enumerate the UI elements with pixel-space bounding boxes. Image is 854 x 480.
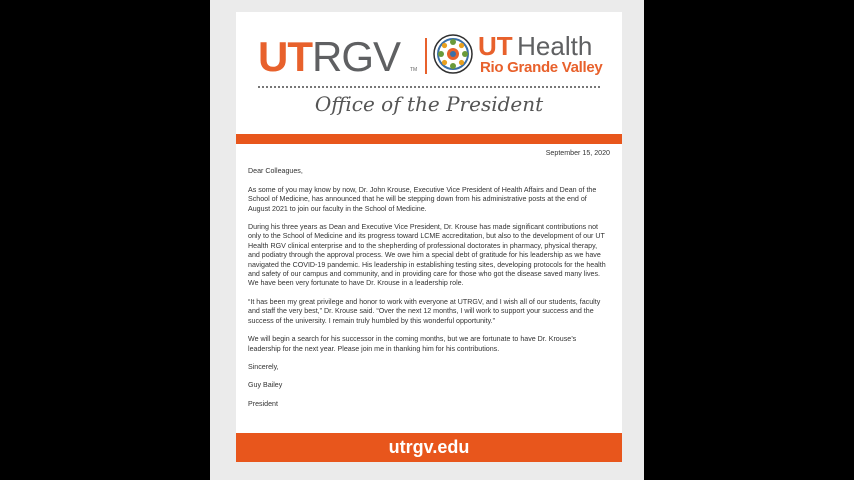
paragraph-2: During his three years as Dean and Executive Vice President, Dr. Krouse has made significant contributions not only to the School of Medicine and its progress toward LCME accreditation, but also to the development of our UT Health RGV clinical enterprise and to the shepherding of professional doctorates in pharmacy, physical therapy, and podiatry through the approval process. We owe him a special debt of gratitude for his leadership as we have navigated the COVID-19 pandemic. His leadership in establishing testing sites, developing protocols for the health and safety of our campus and community, and in providing care for those who got the disease saved many lives. We have been very fortunate to have Dr. Krouse in a leadership role. — [248, 223, 606, 288]
ut-health-logo: UT Health — [478, 31, 593, 61]
letterhead — [236, 12, 622, 132]
letter-date: September 15, 2020 — [545, 149, 610, 157]
header-bar — [236, 134, 622, 144]
office-title: Office of the President — [314, 92, 544, 116]
signer-title: President — [248, 399, 278, 408]
utrgv-logo: UTRGV — [258, 33, 401, 80]
paragraph-3: “It has been my great privilege and honor to work with everyone at UTRGV, and I wish all of our students, faculty and staff the very best,” Dr. Krouse said. “Over the next 12 months, I will work to support your success and the success of the university. I remain truly humbled by this wonderful opportunity.” — [248, 297, 601, 325]
salutation: Dear Colleagues, — [248, 167, 303, 176]
ut-health-region: Rio Grande Valley — [480, 59, 603, 76]
ut-health-seal-icon — [433, 34, 473, 74]
paragraph-4: We will begin a search for his successor in the coming months, but we are fortunate to have Dr. Krouse’s leadership for the next year. Please join me in thanking him for his contributions. — [248, 335, 577, 353]
website-link[interactable]: utrgv.edu — [388, 437, 470, 457]
footer-bar — [236, 433, 622, 462]
signer-name: Guy Bailey — [248, 381, 283, 390]
dotted-divider — [258, 86, 600, 88]
closing: Sincerely, — [248, 362, 279, 371]
letter-body — [248, 149, 610, 418]
trademark-mark: TM — [410, 67, 418, 73]
paragraph-1: As some of you may know by now, Dr. John Krouse, Executive Vice President of Health Affairs and Dean of the School of Medicine, has announced that he will be stepping down from his administrative posts at the end of August 2021 to join our faculty in the School of Medicine. — [248, 185, 597, 213]
logo-divider — [425, 38, 427, 74]
letter-page — [236, 12, 622, 462]
